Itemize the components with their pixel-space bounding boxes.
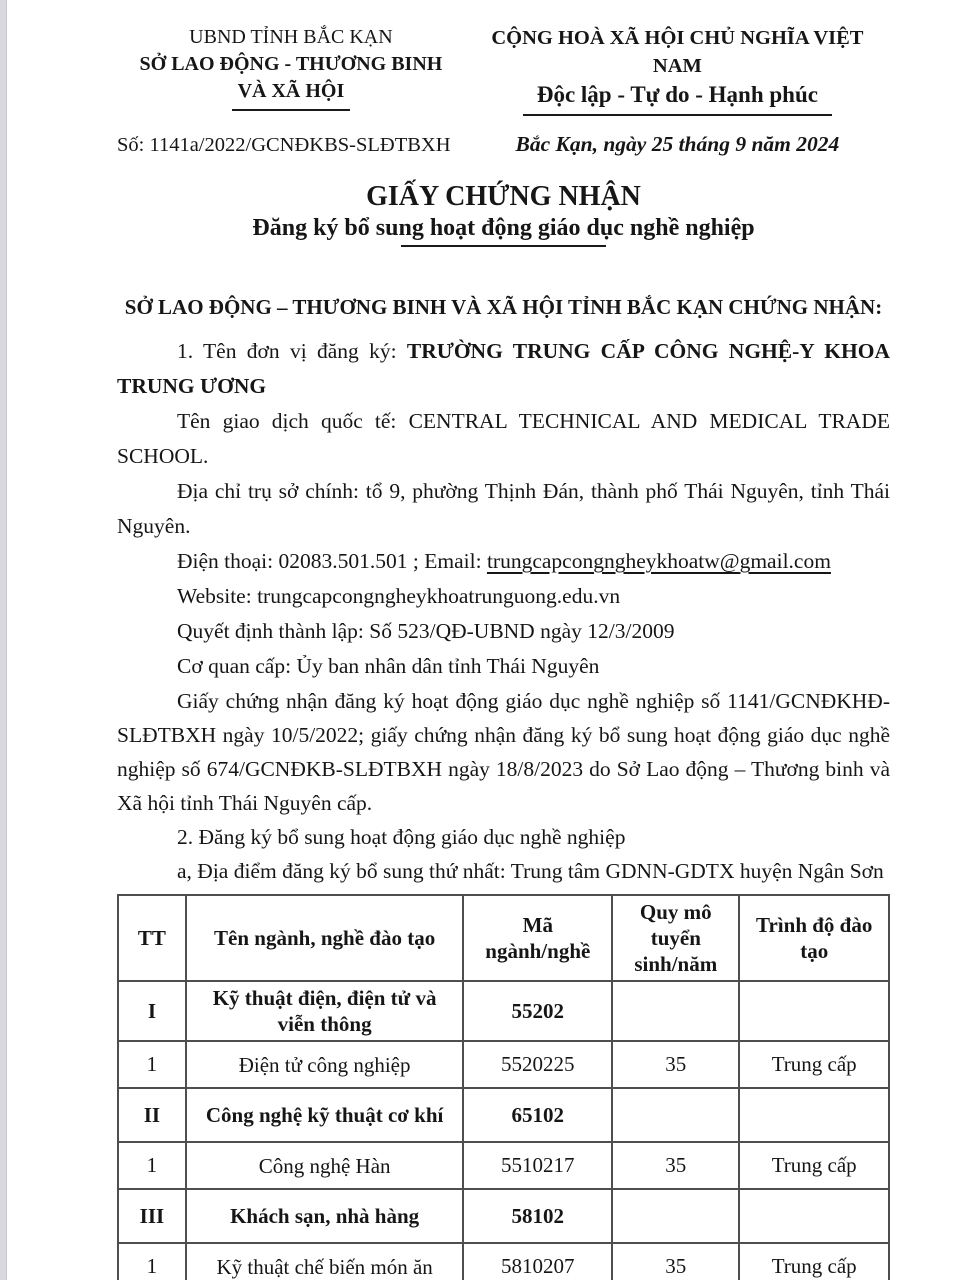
table-header-row bbox=[118, 895, 889, 981]
document-subtitle: Đăng ký bổ sung hoạt động giáo dục nghề nghiệp bbox=[252, 215, 755, 241]
paragraph-phone-email bbox=[117, 544, 890, 579]
cell-quota: 35 bbox=[612, 1041, 739, 1088]
registration-table bbox=[117, 894, 890, 1280]
cell-code: 5510217 bbox=[463, 1142, 612, 1189]
paragraph-location-a: a, Địa điểm đăng ký bổ sung thứ nhất: Trung tâm GDNN-GDTX huyện Ngân Sơn bbox=[177, 859, 884, 883]
certifying-heading: SỞ LAO ĐỘNG – THƯƠNG BINH VÀ XÃ HỘI TỈNH BẮC KẠN CHỨNG NHẬN: bbox=[124, 295, 883, 319]
email-text: trungcapcongngheykhoatw@gmail.com bbox=[486, 549, 831, 573]
table-row bbox=[118, 1142, 889, 1189]
agency-parent: UBND TỈNH BẮC KẠN bbox=[189, 26, 393, 48]
cell-tt: 1 bbox=[118, 1243, 186, 1280]
cell-code: 65102 bbox=[463, 1088, 612, 1142]
body-text bbox=[117, 334, 890, 888]
cell-tt: II bbox=[118, 1088, 186, 1142]
cell-code: 58102 bbox=[463, 1189, 612, 1243]
agency-name-line1: SỞ LAO ĐỘNG - THƯƠNG BINH bbox=[139, 53, 443, 75]
cell-level bbox=[739, 981, 889, 1041]
cell-level: Trung cấp bbox=[739, 1041, 889, 1088]
cell-code: 5520225 bbox=[463, 1041, 612, 1088]
document-header bbox=[117, 24, 890, 116]
unit-name: TRƯỜNG TRUNG CẤP CÔNG NGHỆ-Y KHOA TRUNG ƯƠNG bbox=[117, 339, 890, 398]
paragraph-section2: 2. Đăng ký bổ sung hoạt động giáo dục nghề nghiệp bbox=[177, 825, 626, 849]
paragraph-unit-name bbox=[117, 334, 890, 404]
document-title: GIẤY CHỨNG NHẬN bbox=[366, 181, 641, 212]
cell-tt: 1 bbox=[118, 1041, 186, 1088]
col-header-name: Tên ngành, nghề đào tạo bbox=[186, 895, 464, 981]
cell-quota bbox=[612, 1088, 739, 1142]
cell-tt: I bbox=[118, 981, 186, 1041]
table-row bbox=[118, 981, 889, 1041]
cell-code: 5810207 bbox=[463, 1243, 612, 1280]
col-header-tt: TT bbox=[118, 895, 186, 981]
document-number: Số: 1141a/2022/GCNĐKBS-SLĐTBXH bbox=[117, 134, 451, 156]
paragraph-address: Địa chỉ trụ sở chính: tổ 9, phường Thịnh Đán, thành phố Thái Nguyên, tỉnh Thái Nguyên. bbox=[117, 479, 890, 538]
paragraph-issuer: Cơ quan cấp: Ủy ban nhân dân tỉnh Thái Nguyên bbox=[177, 654, 600, 678]
cell-quota bbox=[612, 1189, 739, 1243]
cell-level bbox=[739, 1189, 889, 1243]
paragraph-intl-name: Tên giao dịch quốc tế: CENTRAL TECHNICAL AND MEDICAL TRADE SCHOOL. bbox=[117, 409, 890, 468]
cell-quota: 35 bbox=[612, 1243, 739, 1280]
cell-tt: III bbox=[118, 1189, 186, 1243]
col-header-level: Trình độ đào tạo bbox=[739, 895, 889, 981]
cell-code: 55202 bbox=[463, 981, 612, 1041]
table-row bbox=[118, 1088, 889, 1142]
national-motto: Độc lập - Tự do - Hạnh phúc bbox=[465, 80, 890, 116]
unit-label: 1. Tên đơn vị đăng ký: bbox=[177, 339, 407, 363]
document-meta bbox=[117, 132, 890, 157]
cell-name: Kỹ thuật chế biến món ăn bbox=[186, 1243, 464, 1280]
cell-name: Khách sạn, nhà hàng bbox=[186, 1189, 464, 1243]
agency-name-line2: VÀ XÃ HỘI bbox=[117, 78, 465, 111]
table-row bbox=[118, 1041, 889, 1088]
title-underline bbox=[401, 245, 606, 247]
cell-name: Điện tử công nghiệp bbox=[186, 1041, 464, 1088]
cell-name: Công nghệ kỹ thuật cơ khí bbox=[186, 1088, 464, 1142]
table-row bbox=[118, 1189, 889, 1243]
title-block bbox=[117, 181, 890, 247]
cell-quota bbox=[612, 981, 739, 1041]
cell-quota: 35 bbox=[612, 1142, 739, 1189]
cell-name: Kỹ thuật điện, điện tử và viễn thông bbox=[186, 981, 464, 1041]
national-title: CỘNG HOÀ XÃ HỘI CHỦ NGHĨA VIỆT NAM bbox=[491, 27, 864, 77]
scan-edge-artifact bbox=[0, 0, 7, 1280]
phone-label: Điện thoại: 02083.501.501 ; Email: bbox=[177, 549, 487, 573]
cell-level: Trung cấp bbox=[739, 1243, 889, 1280]
national-motto-block bbox=[465, 24, 890, 116]
cell-level: Trung cấp bbox=[739, 1142, 889, 1189]
table-row bbox=[118, 1243, 889, 1280]
issuing-agency-block bbox=[117, 24, 465, 116]
cell-tt: 1 bbox=[118, 1142, 186, 1189]
col-header-quota: Quy mô tuyển sinh/năm bbox=[612, 895, 739, 981]
paragraph-website: Website: trungcapcongngheykhoatrunguong.edu.vn bbox=[177, 584, 621, 608]
cell-name: Công nghệ Hàn bbox=[186, 1142, 464, 1189]
paragraph-establishment: Quyết định thành lập: Số 523/QĐ-UBND ngày 12/3/2009 bbox=[177, 619, 675, 643]
paragraph-history: Giấy chứng nhận đăng ký hoạt động giáo dục nghề nghiệp số 1141/GCNĐKHĐ-SLĐTBXH ngày 10/5/2022; giấy chứng nhận đăng ký bổ sung hoạt động giáo dục nghề nghiệp số 674/GCNĐKB-SLĐTBXH ngày 18/8/2023 do Sở Lao động – Thương binh và Xã hội tỉnh Thái Nguyên cấp. bbox=[117, 689, 890, 815]
col-header-code: Mã ngành/nghề bbox=[463, 895, 612, 981]
cell-level bbox=[739, 1088, 889, 1142]
place-date-line: Bắc Kạn, ngày 25 tháng 9 năm 2024 bbox=[515, 132, 840, 156]
